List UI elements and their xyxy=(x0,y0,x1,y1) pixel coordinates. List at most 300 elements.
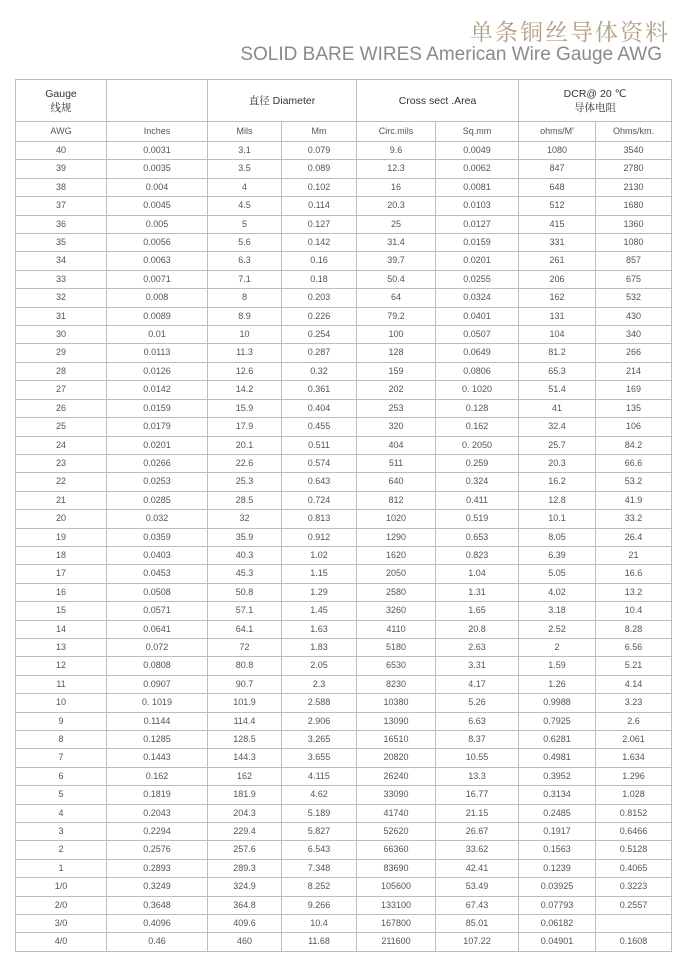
table-row xyxy=(16,344,672,362)
cell-mils: 364.8 xyxy=(208,896,282,914)
cell-sq-mm: 0.0507 xyxy=(436,326,519,344)
cell-awg: 1 xyxy=(16,859,107,877)
cell-sq-mm: 0.0049 xyxy=(436,142,519,160)
cell-awg: 1/0 xyxy=(16,878,107,896)
cell-sq-mm: 8.37 xyxy=(436,731,519,749)
cell-ohms-per-m: 51.4 xyxy=(519,381,596,399)
table-row xyxy=(16,786,672,804)
cell-sq-mm: 0.0401 xyxy=(436,307,519,325)
cell-mm: 0.574 xyxy=(282,454,357,472)
cell-ohms-per-m: 331 xyxy=(519,234,596,252)
cell-circ-mils: 12.3 xyxy=(357,160,436,178)
cell-ohms-per-km: 340 xyxy=(596,326,672,344)
cell-awg: 23 xyxy=(16,454,107,472)
cell-awg: 9 xyxy=(16,712,107,730)
cell-inches: 0.0045 xyxy=(107,197,208,215)
cell-mils: 4 xyxy=(208,178,282,196)
cell-inches: 0.0253 xyxy=(107,473,208,491)
cell-ohms-per-m: 3.18 xyxy=(519,602,596,620)
cell-mils: 289.3 xyxy=(208,859,282,877)
cell-mils: 162 xyxy=(208,767,282,785)
diameter-header: 直径 Diameter xyxy=(208,80,357,122)
cell-mils: 17.9 xyxy=(208,418,282,436)
unit-mm: Mm xyxy=(282,122,357,142)
cell-mils: 7.1 xyxy=(208,270,282,288)
cell-circ-mils: 128 xyxy=(357,344,436,362)
cell-circ-mils: 105600 xyxy=(357,878,436,896)
cell-circ-mils: 39.7 xyxy=(357,252,436,270)
cell-ohms-per-km: 0.2557 xyxy=(596,896,672,914)
cell-ohms-per-km: 3540 xyxy=(596,142,672,160)
cell-sq-mm: 26.67 xyxy=(436,823,519,841)
cell-inches: 0.0063 xyxy=(107,252,208,270)
cell-ohms-per-m: 0.07793 xyxy=(519,896,596,914)
cell-awg: 19 xyxy=(16,528,107,546)
table-row xyxy=(16,215,672,233)
cell-ohms-per-km: 135 xyxy=(596,399,672,417)
cell-inches: 0.0142 xyxy=(107,381,208,399)
cell-awg: 39 xyxy=(16,160,107,178)
cell-awg: 15 xyxy=(16,602,107,620)
cell-ohms-per-m: 0.3952 xyxy=(519,767,596,785)
cell-sq-mm: 21.15 xyxy=(436,804,519,822)
cell-inches: 0.0159 xyxy=(107,399,208,417)
cell-mils: 50.8 xyxy=(208,583,282,601)
cell-awg: 10 xyxy=(16,694,107,712)
cell-mm: 0.724 xyxy=(282,491,357,509)
cell-mm: 0.254 xyxy=(282,326,357,344)
table-row xyxy=(16,473,672,491)
cell-sq-mm: 0.411 xyxy=(436,491,519,509)
cell-circ-mils: 9.6 xyxy=(357,142,436,160)
gauge-header xyxy=(16,80,107,122)
cell-circ-mils: 16 xyxy=(357,178,436,196)
cell-sq-mm: 0.0649 xyxy=(436,344,519,362)
cell-awg: 31 xyxy=(16,307,107,325)
cell-circ-mils: 100 xyxy=(357,326,436,344)
cell-ohms-per-km: 0.6466 xyxy=(596,823,672,841)
unit-inches: Inches xyxy=(107,122,208,142)
cell-inches: 0.2576 xyxy=(107,841,208,859)
cell-sq-mm: 0.324 xyxy=(436,473,519,491)
cell-ohms-per-m: 25.7 xyxy=(519,436,596,454)
cell-ohms-per-km: 106 xyxy=(596,418,672,436)
cell-awg: 26 xyxy=(16,399,107,417)
unit-mils: Mils xyxy=(208,122,282,142)
cell-inches: 0.0113 xyxy=(107,344,208,362)
cell-ohms-per-km: 1.296 xyxy=(596,767,672,785)
cell-circ-mils: 13090 xyxy=(357,712,436,730)
cell-sq-mm: 0.0127 xyxy=(436,215,519,233)
table-row xyxy=(16,142,672,160)
cell-inches: 0.0071 xyxy=(107,270,208,288)
cell-circ-mils: 64 xyxy=(357,289,436,307)
cell-ohms-per-m: 81.2 xyxy=(519,344,596,362)
table-row xyxy=(16,878,672,896)
cell-circ-mils: 20820 xyxy=(357,749,436,767)
cell-mils: 324.9 xyxy=(208,878,282,896)
cell-ohms-per-km: 3.23 xyxy=(596,694,672,712)
cell-ohms-per-m: 0.6281 xyxy=(519,731,596,749)
cell-inches: 0.46 xyxy=(107,933,208,951)
cell-circ-mils: 31.4 xyxy=(357,234,436,252)
cell-inches: 0.1819 xyxy=(107,786,208,804)
cross-section-header: Cross sect .Area xyxy=(357,80,519,122)
blank-header-cell xyxy=(107,80,208,122)
cell-ohms-per-m: 0.9988 xyxy=(519,694,596,712)
cell-awg: 28 xyxy=(16,362,107,380)
cell-ohms-per-m: 0.1239 xyxy=(519,859,596,877)
table-row xyxy=(16,767,672,785)
cell-inches: 0.0201 xyxy=(107,436,208,454)
cell-inches: 0.162 xyxy=(107,767,208,785)
cell-mils: 460 xyxy=(208,933,282,951)
table-row xyxy=(16,712,672,730)
cell-ohms-per-km: 0.3223 xyxy=(596,878,672,896)
table-row xyxy=(16,896,672,914)
cell-inches: 0.2893 xyxy=(107,859,208,877)
table-row xyxy=(16,657,672,675)
cell-circ-mils: 52620 xyxy=(357,823,436,841)
cell-awg: 3/0 xyxy=(16,915,107,933)
cell-awg: 2/0 xyxy=(16,896,107,914)
cell-ohms-per-km: 532 xyxy=(596,289,672,307)
table-row xyxy=(16,197,672,215)
table-row xyxy=(16,804,672,822)
cell-mils: 6.3 xyxy=(208,252,282,270)
cell-inches: 0.3249 xyxy=(107,878,208,896)
page-title-chinese: 单条铜丝导体资料 xyxy=(470,20,670,46)
cell-awg: 17 xyxy=(16,565,107,583)
cell-awg: 38 xyxy=(16,178,107,196)
cell-ohms-per-m: 8.05 xyxy=(519,528,596,546)
cell-ohms-per-km: 16.6 xyxy=(596,565,672,583)
table-row xyxy=(16,933,672,951)
cell-mm: 5.189 xyxy=(282,804,357,822)
cell-awg: 2 xyxy=(16,841,107,859)
cell-awg: 22 xyxy=(16,473,107,491)
cell-mils: 45.3 xyxy=(208,565,282,583)
cell-mm: 0.643 xyxy=(282,473,357,491)
table-row xyxy=(16,841,672,859)
cell-sq-mm: 10.55 xyxy=(436,749,519,767)
cell-circ-mils: 1020 xyxy=(357,510,436,528)
cell-mils: 64.1 xyxy=(208,620,282,638)
table-row xyxy=(16,270,672,288)
cell-circ-mils: 83690 xyxy=(357,859,436,877)
cell-mm: 0.102 xyxy=(282,178,357,196)
cell-mm: 5.827 xyxy=(282,823,357,841)
cell-circ-mils: 33090 xyxy=(357,786,436,804)
cell-ohms-per-m: 4.02 xyxy=(519,583,596,601)
cell-inches: 0.0035 xyxy=(107,160,208,178)
cell-mils: 8 xyxy=(208,289,282,307)
cell-ohms-per-m: 0.3134 xyxy=(519,786,596,804)
table-row xyxy=(16,436,672,454)
cell-mils: 144.3 xyxy=(208,749,282,767)
cell-circ-mils: 211600 xyxy=(357,933,436,951)
cell-inches: 0.072 xyxy=(107,638,208,656)
cell-mils: 229.4 xyxy=(208,823,282,841)
cell-circ-mils: 202 xyxy=(357,381,436,399)
cell-sq-mm: 0.0201 xyxy=(436,252,519,270)
cell-mm: 1.45 xyxy=(282,602,357,620)
cell-mils: 40.3 xyxy=(208,546,282,564)
cell-mils: 128.5 xyxy=(208,731,282,749)
cell-circ-mils: 66360 xyxy=(357,841,436,859)
cell-awg: 25 xyxy=(16,418,107,436)
cell-circ-mils: 812 xyxy=(357,491,436,509)
cell-sq-mm: 0.0081 xyxy=(436,178,519,196)
gauge-header-en: Gauge xyxy=(45,87,77,100)
cell-ohms-per-km: 2780 xyxy=(596,160,672,178)
cell-sq-mm: 0.0324 xyxy=(436,289,519,307)
cell-sq-mm: 67.43 xyxy=(436,896,519,914)
cell-circ-mils: 50.4 xyxy=(357,270,436,288)
cell-ohms-per-km: 8.28 xyxy=(596,620,672,638)
cell-inches: 0.4096 xyxy=(107,915,208,933)
cell-awg: 11 xyxy=(16,675,107,693)
table-row xyxy=(16,252,672,270)
cell-sq-mm: 53.49 xyxy=(436,878,519,896)
cell-inches: 0.0907 xyxy=(107,675,208,693)
cell-sq-mm: 107.22 xyxy=(436,933,519,951)
cell-ohms-per-km: 0.1608 xyxy=(596,933,672,951)
cell-mils: 25.3 xyxy=(208,473,282,491)
cell-ohms-per-km: 1360 xyxy=(596,215,672,233)
table-row xyxy=(16,620,672,638)
cell-ohms-per-km: 857 xyxy=(596,252,672,270)
cell-circ-mils: 133100 xyxy=(357,896,436,914)
cell-ohms-per-km: 266 xyxy=(596,344,672,362)
cell-circ-mils: 20.3 xyxy=(357,197,436,215)
cell-awg: 4 xyxy=(16,804,107,822)
cell-ohms-per-m: 32.4 xyxy=(519,418,596,436)
cell-ohms-per-km: 41.9 xyxy=(596,491,672,509)
page-title-english: SOLID BARE WIRES American Wire Gauge AWG xyxy=(240,44,662,65)
cell-inches: 0.0179 xyxy=(107,418,208,436)
table-row xyxy=(16,546,672,564)
cell-circ-mils: 25 xyxy=(357,215,436,233)
cell-mm: 0.361 xyxy=(282,381,357,399)
cell-ohms-per-m: 0.7925 xyxy=(519,712,596,730)
table-row xyxy=(16,491,672,509)
cell-ohms-per-m: 0.1563 xyxy=(519,841,596,859)
cell-mm: 11.68 xyxy=(282,933,357,951)
cell-mm: 0.16 xyxy=(282,252,357,270)
cell-sq-mm: 3.31 xyxy=(436,657,519,675)
cell-circ-mils: 1620 xyxy=(357,546,436,564)
cell-mm: 2.3 xyxy=(282,675,357,693)
cell-inches: 0.0641 xyxy=(107,620,208,638)
cell-sq-mm: 20.8 xyxy=(436,620,519,638)
cell-awg: 37 xyxy=(16,197,107,215)
cell-inches: 0.0403 xyxy=(107,546,208,564)
cell-mm: 3.265 xyxy=(282,731,357,749)
cell-inches: 0.0359 xyxy=(107,528,208,546)
cell-ohms-per-km: 0.8152 xyxy=(596,804,672,822)
table-row xyxy=(16,859,672,877)
cell-mils: 409.6 xyxy=(208,915,282,933)
cell-mm: 1.83 xyxy=(282,638,357,656)
table-row xyxy=(16,399,672,417)
cell-ohms-per-km: 2130 xyxy=(596,178,672,196)
cell-inches: 0.0056 xyxy=(107,234,208,252)
unit-ohms-per-m: ohms/M' xyxy=(519,122,596,142)
cell-mm: 2.05 xyxy=(282,657,357,675)
cell-inches: 0.01 xyxy=(107,326,208,344)
unit-circ-mils: Circ.mils xyxy=(357,122,436,142)
table-row xyxy=(16,565,672,583)
table-row xyxy=(16,823,672,841)
cell-sq-mm: 2.63 xyxy=(436,638,519,656)
cell-mm: 10.4 xyxy=(282,915,357,933)
cell-ohms-per-m: 415 xyxy=(519,215,596,233)
cell-ohms-per-km: 1.028 xyxy=(596,786,672,804)
cell-ohms-per-m: 261 xyxy=(519,252,596,270)
cell-sq-mm: 5.26 xyxy=(436,694,519,712)
cell-ohms-per-km: 2.6 xyxy=(596,712,672,730)
cell-mils: 3.5 xyxy=(208,160,282,178)
cell-awg: 12 xyxy=(16,657,107,675)
cell-ohms-per-m: 648 xyxy=(519,178,596,196)
cell-mm: 4.62 xyxy=(282,786,357,804)
cell-ohms-per-km: 1.634 xyxy=(596,749,672,767)
cell-ohms-per-m: 5.05 xyxy=(519,565,596,583)
cell-ohms-per-km: 13.2 xyxy=(596,583,672,601)
cell-awg: 29 xyxy=(16,344,107,362)
cell-mils: 35.9 xyxy=(208,528,282,546)
cell-inches: 0.0266 xyxy=(107,454,208,472)
cell-sq-mm: 0.0103 xyxy=(436,197,519,215)
cell-ohms-per-m: 0.1917 xyxy=(519,823,596,841)
cell-sq-mm: 6.63 xyxy=(436,712,519,730)
cell-inches: 0. 1019 xyxy=(107,694,208,712)
cell-ohms-per-km: 2.061 xyxy=(596,731,672,749)
cell-ohms-per-km: 214 xyxy=(596,362,672,380)
cell-circ-mils: 511 xyxy=(357,454,436,472)
cell-ohms-per-m: 6.39 xyxy=(519,546,596,564)
cell-mils: 11.3 xyxy=(208,344,282,362)
unit-awg: AWG xyxy=(16,122,107,142)
cell-ohms-per-m: 0.4981 xyxy=(519,749,596,767)
cell-mm: 0.813 xyxy=(282,510,357,528)
cell-ohms-per-m: 2 xyxy=(519,638,596,656)
cell-circ-mils: 640 xyxy=(357,473,436,491)
cell-mm: 3.655 xyxy=(282,749,357,767)
cell-circ-mils: 320 xyxy=(357,418,436,436)
cell-ohms-per-m: 16.2 xyxy=(519,473,596,491)
cell-ohms-per-m: 104 xyxy=(519,326,596,344)
cell-mm: 2.906 xyxy=(282,712,357,730)
cell-sq-mm: 42.41 xyxy=(436,859,519,877)
table-row xyxy=(16,602,672,620)
cell-awg: 13 xyxy=(16,638,107,656)
cell-inches: 0.0571 xyxy=(107,602,208,620)
cell-mils: 114.4 xyxy=(208,712,282,730)
cell-awg: 5 xyxy=(16,786,107,804)
cell-sq-mm: 0. 1020 xyxy=(436,381,519,399)
cell-mm: 7.348 xyxy=(282,859,357,877)
cell-ohms-per-m: 847 xyxy=(519,160,596,178)
cell-mm: 0.127 xyxy=(282,215,357,233)
cell-inches: 0.0126 xyxy=(107,362,208,380)
cell-mm: 0.203 xyxy=(282,289,357,307)
cell-sq-mm: 1.31 xyxy=(436,583,519,601)
cell-sq-mm: 1.04 xyxy=(436,565,519,583)
cell-ohms-per-km: 21 xyxy=(596,546,672,564)
cell-awg: 27 xyxy=(16,381,107,399)
dcr-header-line2: 导体电阻 xyxy=(574,101,617,114)
table-row xyxy=(16,583,672,601)
cell-ohms-per-m: 65.3 xyxy=(519,362,596,380)
cell-ohms-per-km: 6.56 xyxy=(596,638,672,656)
cell-mm: 1.63 xyxy=(282,620,357,638)
cell-mils: 257.6 xyxy=(208,841,282,859)
cell-sq-mm: 0.0159 xyxy=(436,234,519,252)
cell-awg: 16 xyxy=(16,583,107,601)
cell-mils: 10 xyxy=(208,326,282,344)
unit-ohms-per-km: Ohms/km. xyxy=(596,122,672,142)
cell-inches: 0.0285 xyxy=(107,491,208,509)
cell-mm: 0.142 xyxy=(282,234,357,252)
cell-ohms-per-km: 430 xyxy=(596,307,672,325)
cell-mils: 5 xyxy=(208,215,282,233)
table-row xyxy=(16,694,672,712)
cell-sq-mm: 4.17 xyxy=(436,675,519,693)
cell-sq-mm: 0.519 xyxy=(436,510,519,528)
cell-inches: 0.1285 xyxy=(107,731,208,749)
cell-awg: 24 xyxy=(16,436,107,454)
cell-awg: 32 xyxy=(16,289,107,307)
cell-awg: 34 xyxy=(16,252,107,270)
cell-mm: 2.588 xyxy=(282,694,357,712)
cell-ohms-per-km xyxy=(596,915,672,933)
cell-circ-mils: 159 xyxy=(357,362,436,380)
cell-mm: 0.912 xyxy=(282,528,357,546)
cell-awg: 36 xyxy=(16,215,107,233)
cell-circ-mils: 1290 xyxy=(357,528,436,546)
cell-inches: 0.2294 xyxy=(107,823,208,841)
table-row xyxy=(16,454,672,472)
cell-ohms-per-km: 26.4 xyxy=(596,528,672,546)
cell-circ-mils: 404 xyxy=(357,436,436,454)
cell-mm: 4.115 xyxy=(282,767,357,785)
gauge-header-cn: 线规 xyxy=(50,101,72,114)
cell-mm: 0.511 xyxy=(282,436,357,454)
cell-inches: 0.0508 xyxy=(107,583,208,601)
cell-ohms-per-m: 20.3 xyxy=(519,454,596,472)
cell-sq-mm: 0.823 xyxy=(436,546,519,564)
cell-circ-mils: 79.2 xyxy=(357,307,436,325)
table-row xyxy=(16,307,672,325)
cell-circ-mils: 4110 xyxy=(357,620,436,638)
cell-mils: 4.5 xyxy=(208,197,282,215)
cell-inches: 0.1443 xyxy=(107,749,208,767)
table-row xyxy=(16,362,672,380)
cell-ohms-per-km: 0.5128 xyxy=(596,841,672,859)
cell-awg: 3 xyxy=(16,823,107,841)
dcr-header xyxy=(519,80,672,122)
table-row xyxy=(16,731,672,749)
cell-ohms-per-km: 169 xyxy=(596,381,672,399)
cell-mm: 0.18 xyxy=(282,270,357,288)
cell-mils: 57.1 xyxy=(208,602,282,620)
cell-ohms-per-km: 66.6 xyxy=(596,454,672,472)
cell-mm: 0.114 xyxy=(282,197,357,215)
cell-mils: 8.9 xyxy=(208,307,282,325)
cell-ohms-per-m: 1.26 xyxy=(519,675,596,693)
